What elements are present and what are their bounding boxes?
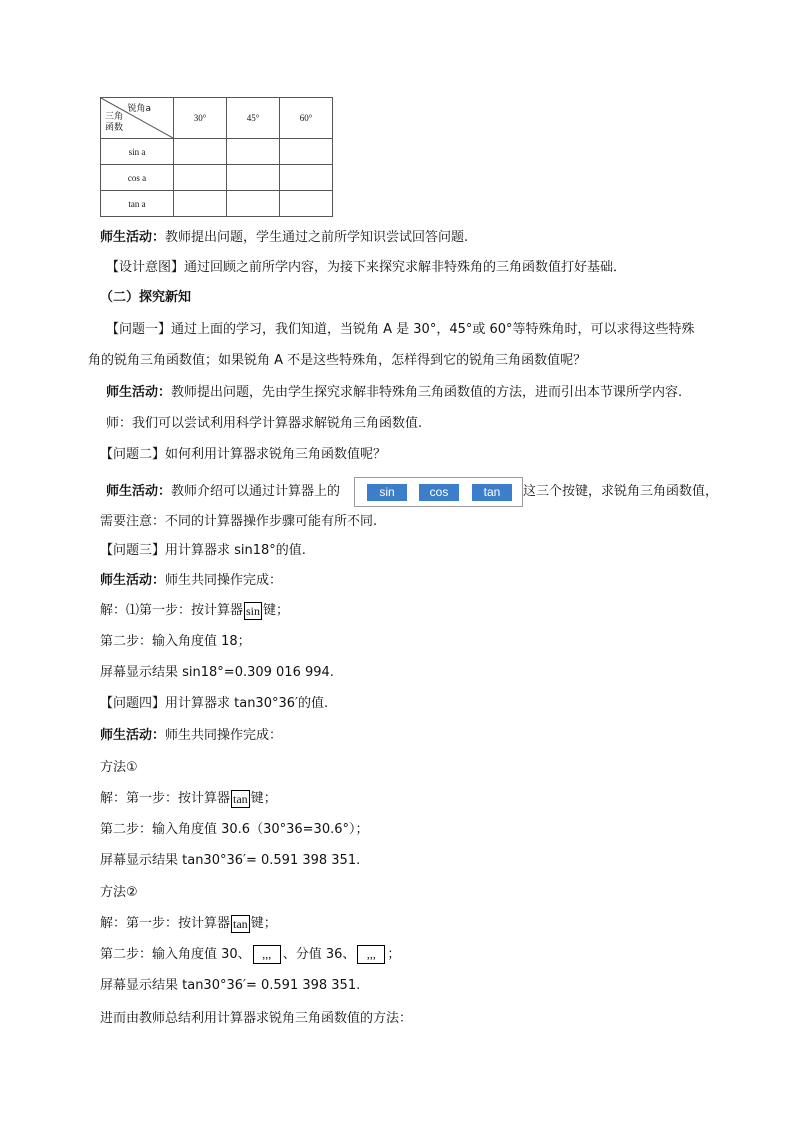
degree-key-box: ,,, (357, 945, 385, 964)
question-one-line-2: 角的锐角三角函数值；如果锐角 A 不是这些特殊角，怎样得到它的锐角三角函数值呢？ (88, 353, 587, 368)
method-one-step-1: 解：第一步：按计算器 tan 键； (100, 791, 277, 806)
method-two-step-2: 第二步：输入角度值 30、 ,,, 、分值 36、 ,,, ； (100, 947, 401, 962)
table-cell (280, 139, 333, 165)
cos-key-icon: cos (419, 484, 459, 501)
table-cell (174, 191, 227, 217)
method-one-step-2: 第二步：输入角度值 30.6（30°36=30.6°）； (100, 822, 369, 837)
table-header-cell: 60° (280, 98, 333, 139)
section-heading: （二）探究新知 (100, 290, 192, 305)
paragraph: 师生活动：师生共同操作完成： (100, 728, 283, 743)
tan-key-icon: tan (472, 484, 512, 501)
question-two: 【问题二】如何利用计算器求锐角三角函数值呢？ (100, 447, 387, 462)
calculator-keys-image (354, 477, 523, 507)
result-line: 屏幕显示结果 sin18°=0.309 016 994. (100, 665, 334, 680)
table-corner-cell (101, 98, 174, 139)
method-two-label: 方法② (100, 885, 138, 900)
paragraph: 需要注意：不同的计算器操作步骤可能有所不同. (100, 514, 378, 529)
question-four: 【问题四】用计算器求 tan30°36′的值. (100, 696, 329, 711)
method-two-step-1: 解：第一步：按计算器 tan 键； (100, 916, 277, 931)
method-one-label: 方法① (100, 760, 138, 775)
tan-key-box: tan (233, 916, 248, 931)
paragraph: 师：我们可以尝试利用科学计算器求解锐角三角函数值. (106, 416, 423, 431)
table-row-label: sin a (101, 139, 174, 165)
table-cell (227, 191, 280, 217)
table-cell (227, 165, 280, 191)
table-cell (280, 165, 333, 191)
tan-key-box: tan (233, 791, 248, 806)
result-line: 屏幕显示结果 tan30°36′= 0.591 398 351. (100, 978, 361, 993)
question-one-line-1: 【问题一】通过上面的学习，我们知道，当锐角 A 是 30°，45°或 60°等特殊角时，可以求得这些特殊 (106, 322, 695, 337)
degree-key-box: ,,, (253, 945, 281, 964)
table-row-label: cos a (101, 165, 174, 191)
table-cell (174, 139, 227, 165)
sin-key-icon: sin (367, 484, 407, 501)
result-line: 屏幕显示结果 tan30°36′= 0.591 398 351. (100, 853, 361, 868)
solution-step-1: 解：⑴第一步：按计算器 sin 键； (100, 603, 290, 618)
question-three: 【问题三】用计算器求 sin18°的值. (100, 543, 306, 558)
solution-step-2: 第二步：输入角度值 18； (100, 634, 251, 649)
corner-bottom-label: 三角 函数 (105, 112, 124, 133)
paragraph-after-keys: 这三个按键，求锐角三角函数值， (523, 484, 719, 499)
table-cell (280, 191, 333, 217)
paragraph-before-keys: 师生活动：教师介绍可以通过计算器上的 (106, 484, 341, 499)
sin-key-box: sin (246, 603, 261, 618)
paragraph: 师生活动：教师提出问题，先由学生探究求解非特殊角三角函数值的方法，进而引出本节课所学内容. (106, 385, 683, 400)
table-cell (174, 165, 227, 191)
design-intent-paragraph: 【设计意图】通过回顾之前所学内容，为接下来探究求解非特殊角的三角函数值打好基础． (106, 260, 627, 275)
table-header-cell: 45° (227, 98, 280, 139)
paragraph: 师生活动：师生共同操作完成： (100, 573, 283, 588)
table-cell (227, 139, 280, 165)
table-header-cell: 30° (174, 98, 227, 139)
paragraph: 师生活动：教师提出问题，学生通过之前所学知识尝试回答问题. (100, 230, 469, 245)
summary-line: 进而由教师总结利用计算器求锐角三角函数值的方法： (100, 1011, 413, 1026)
corner-top-label: 锐角a (127, 104, 151, 114)
table-row-label: tan a (101, 191, 174, 217)
trig-values-table (100, 97, 333, 217)
